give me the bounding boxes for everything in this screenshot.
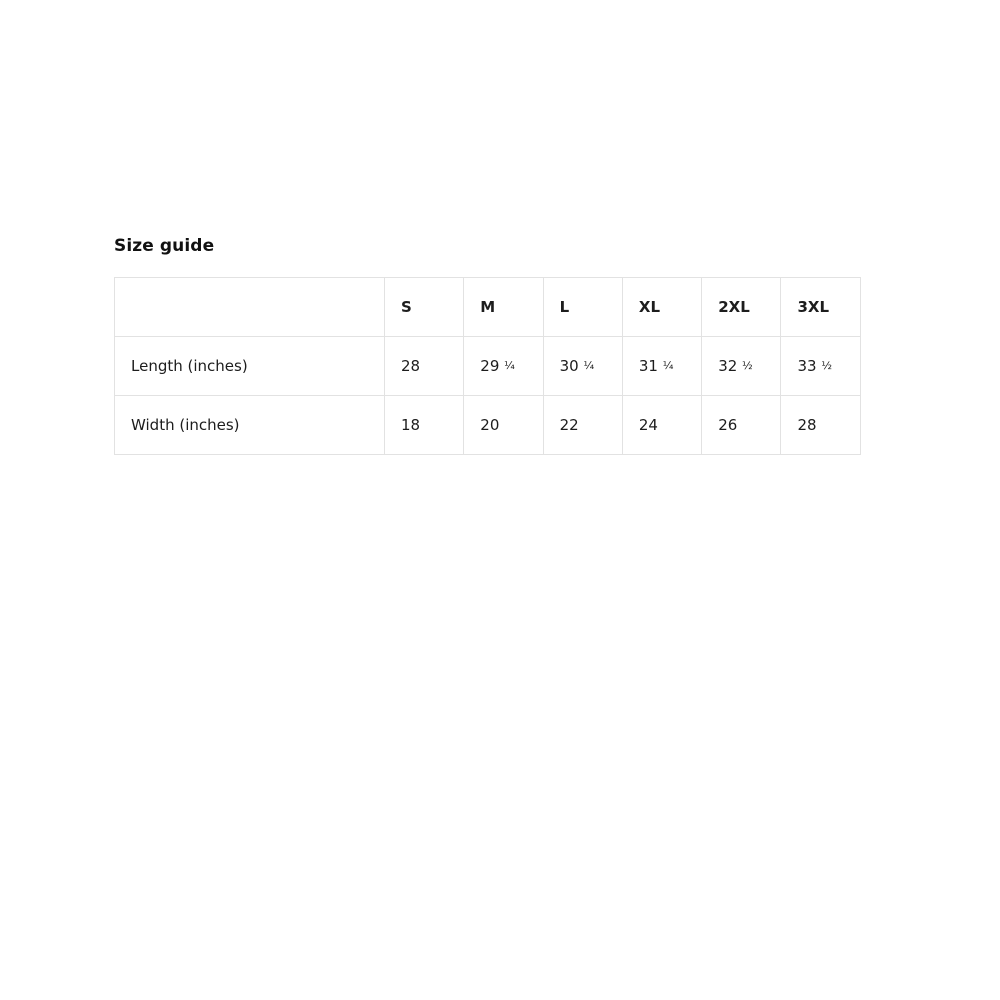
cell-length-m: 29 ¼ xyxy=(464,337,543,396)
table-row xyxy=(115,396,861,455)
cell-width-m: 20 xyxy=(464,396,543,455)
size-guide-section xyxy=(114,236,860,455)
table-header-cell-m: M xyxy=(464,278,543,337)
cell-length-l: 30 ¼ xyxy=(543,337,622,396)
table-header-row xyxy=(115,278,861,337)
table-row xyxy=(115,337,861,396)
fraction-glyph: ½ xyxy=(742,359,753,373)
size-guide-table xyxy=(114,277,861,455)
cell-width-2xl: 26 xyxy=(702,396,781,455)
table-header-cell-s: S xyxy=(385,278,464,337)
row-label-length: Length (inches) xyxy=(115,337,385,396)
table-header-cell-2xl: 2XL xyxy=(702,278,781,337)
cell-length-3xl: 33 ½ xyxy=(781,337,860,396)
fraction-glyph: ¼ xyxy=(504,359,515,373)
table-header-cell-3xl: 3XL xyxy=(781,278,860,337)
cell-width-3xl: 28 xyxy=(781,396,860,455)
cell-length-xl: 31 ¼ xyxy=(622,337,701,396)
cell-width-xl: 24 xyxy=(622,396,701,455)
fraction-glyph: ½ xyxy=(821,359,833,373)
cell-width-s: 18 xyxy=(385,396,464,455)
fraction-glyph: ¼ xyxy=(583,359,595,373)
table-header-cell-l: L xyxy=(543,278,622,337)
page-title: Size guide xyxy=(114,236,215,256)
row-label-width: Width (inches) xyxy=(115,396,385,455)
cell-width-l: 22 xyxy=(543,396,622,455)
cell-length-s: 28 xyxy=(385,337,464,396)
table-header-cell-empty xyxy=(115,278,385,337)
cell-length-2xl: 32 ½ xyxy=(702,337,781,396)
fraction-glyph: ¼ xyxy=(662,359,674,373)
table-header-cell-xl: XL xyxy=(622,278,701,337)
